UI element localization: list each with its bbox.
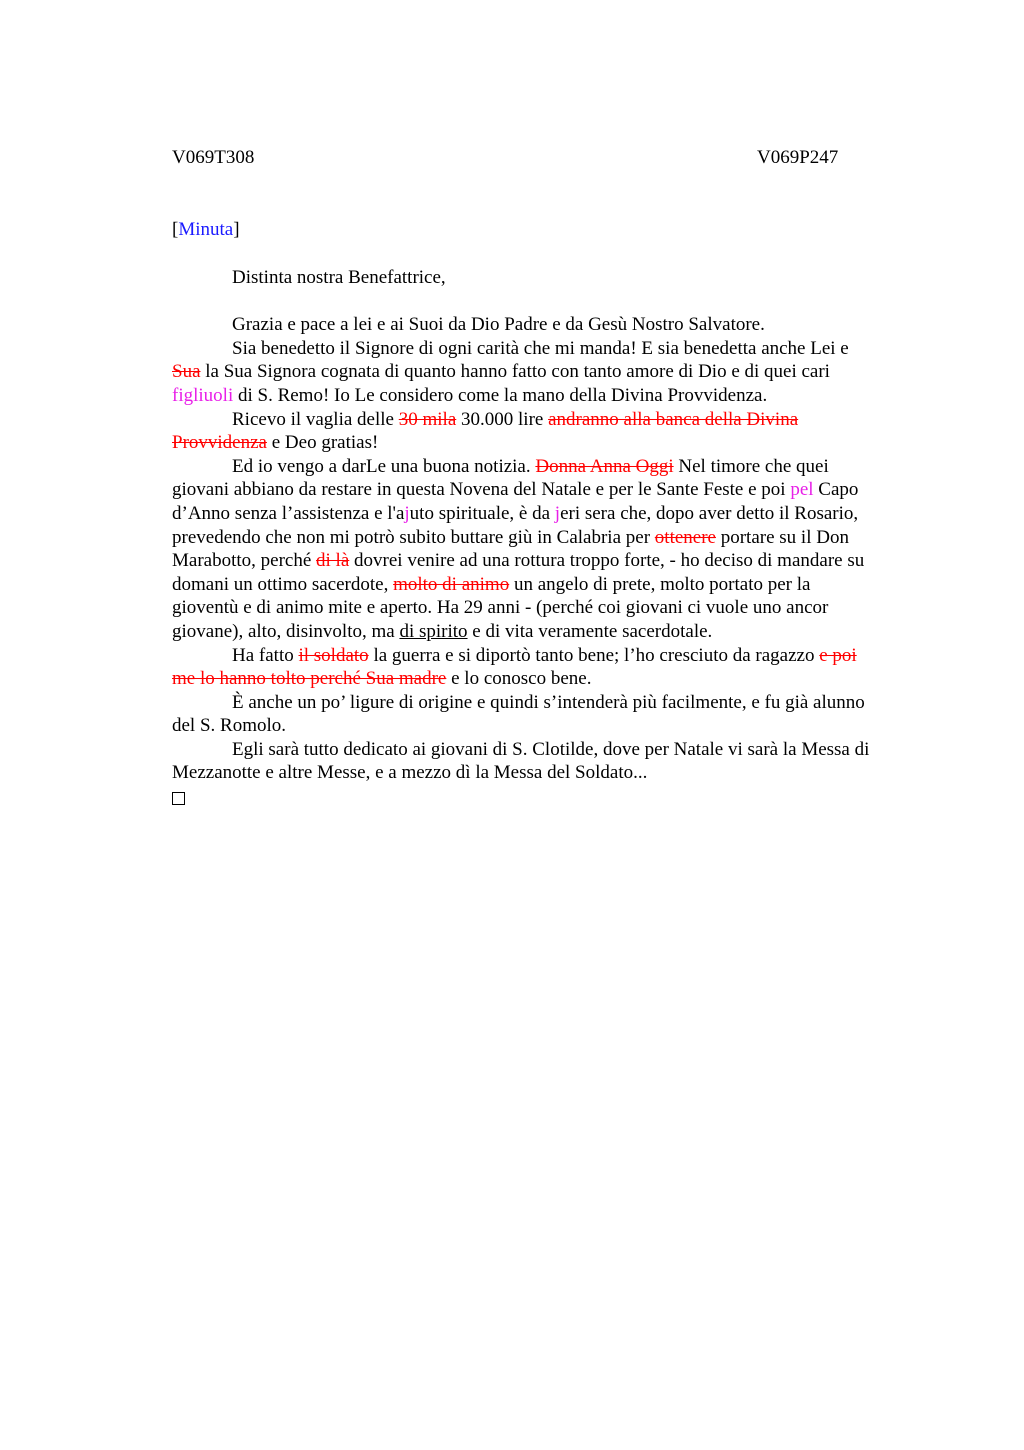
- underlined-text: di spirito: [399, 620, 468, 642]
- text-line: [172, 408, 932, 432]
- corrected-text: figliuoli: [172, 384, 234, 406]
- text-run: gioventù e di animo mite e aperto. Ha 29 anni - (perché coi giovani ci vuole uno ancor: [172, 597, 829, 619]
- letter-body: [172, 218, 932, 811]
- text-run: domani un ottimo sacerdote,: [172, 573, 394, 595]
- text-run: uto spirituale, è da: [409, 502, 555, 524]
- text-line: [172, 596, 932, 620]
- text-line: [172, 667, 932, 691]
- text-run: la Sua Signora cognata di quanto hanno fatto con tanto amore di Dio e di quei cari: [200, 361, 830, 383]
- end-box-icon: [172, 792, 185, 805]
- text-line: [172, 644, 932, 668]
- text-line: [172, 526, 932, 550]
- deleted-text: Provvidenza: [172, 432, 267, 454]
- deleted-text: 30 mila: [398, 408, 457, 430]
- text-run: del S. Romolo.: [172, 715, 287, 737]
- text-run: Mezzanotte e altre Messe, e a mezzo dì la Messa del Soldato...: [172, 762, 648, 784]
- text-run: giovani abbiano da restare in questa Novena del Natale e per le Sante Feste e poi: [172, 479, 791, 501]
- text-run: eri sera che, dopo aver detto il Rosario,: [560, 502, 859, 524]
- text-line: [172, 360, 932, 384]
- text-line: [172, 455, 932, 479]
- deleted-text: ottenere: [654, 526, 716, 548]
- text-run: Ed io vengo a darLe una buona notizia.: [232, 455, 536, 477]
- text-line: [172, 431, 932, 455]
- letter-text: [172, 313, 932, 785]
- draft-label: Minuta: [178, 219, 234, 240]
- deleted-text: molto di animo: [393, 573, 510, 595]
- deleted-text: e poi: [819, 644, 857, 666]
- text-run: Sia benedetto il Signore di ogni carità che mi manda! E sia benedetta anche Lei e: [232, 337, 849, 359]
- text-run: È anche un po’ ligure di origine e quindi s’intenderà più facilmente, e fu già alunno: [232, 691, 865, 713]
- text-line: [172, 502, 932, 526]
- bracket-open: [: [172, 219, 179, 240]
- text-run: portare su il Don: [715, 526, 849, 548]
- text-line: [172, 761, 932, 785]
- draft-note: [172, 218, 932, 242]
- text-run: giovane), alto, disinvolto, ma: [172, 620, 400, 642]
- deleted-text: andranno alla banca della Divina: [548, 408, 799, 430]
- text-line: [172, 691, 932, 715]
- deleted-text: Donna Anna Oggi: [535, 455, 674, 477]
- end-mark: [172, 785, 932, 811]
- text-run: Grazia e pace a lei e ai Suoi da Dio Padre e da Gesù Nostro Salvatore.: [232, 314, 765, 336]
- corrected-text: j: [554, 502, 561, 524]
- document-code-right: V069P247: [757, 147, 839, 168]
- text-line: [172, 620, 932, 644]
- bracket-close: ]: [233, 219, 240, 240]
- text-run: prevedendo che non mi potrò subito buttare giù in Calabria per: [172, 526, 655, 548]
- text-line: [172, 313, 932, 337]
- text-line: [172, 549, 932, 573]
- text-line: [172, 573, 932, 597]
- text-line: [172, 478, 932, 502]
- deleted-text: me lo hanno tolto perché Sua madre: [172, 668, 447, 690]
- document-code-left: V069T308: [172, 147, 255, 168]
- corrected-text: j: [404, 502, 410, 524]
- deleted-text: il soldato: [298, 644, 369, 666]
- text-run: un angelo di prete, molto portato per la: [509, 573, 811, 595]
- text-line: [172, 738, 932, 762]
- deleted-text: di là: [316, 550, 350, 572]
- text-run: Ha fatto: [232, 644, 299, 666]
- text-run: e di vita veramente sacerdotale.: [467, 620, 713, 642]
- text-line: [172, 714, 932, 738]
- text-run: 30.000 lire: [456, 408, 549, 430]
- text-run: Ricevo il vaglia delle: [232, 408, 399, 430]
- text-run: e lo conosco bene.: [446, 668, 592, 690]
- text-run: Egli sarà tutto dedicato ai giovani di S. Clotilde, dove per Natale vi sarà la Messa di: [232, 738, 870, 760]
- text-run: Marabotto, perché: [172, 550, 317, 572]
- text-line: [172, 337, 932, 361]
- text-run: Capo: [813, 479, 859, 501]
- text-run: di S. Remo! Io Le considero come la mano della Divina Provvidenza.: [233, 384, 768, 406]
- text-run: dovrei venire ad una rottura troppo forte, - ho deciso di mandare su: [349, 550, 865, 572]
- salutation: Distinta nostra Benefattrice,: [232, 266, 446, 288]
- corrected-text: pel: [790, 479, 814, 501]
- deleted-text: Sua: [172, 361, 201, 383]
- text-line: [172, 384, 932, 408]
- text-run: d’Anno senza l’assistenza e l'a: [172, 502, 405, 524]
- text-run: Nel timore che quei: [673, 455, 829, 477]
- text-run: e Deo gratias!: [266, 432, 379, 454]
- text-run: la guerra e si diportò tanto bene; l’ho cresciuto da ragazzo: [368, 644, 820, 666]
